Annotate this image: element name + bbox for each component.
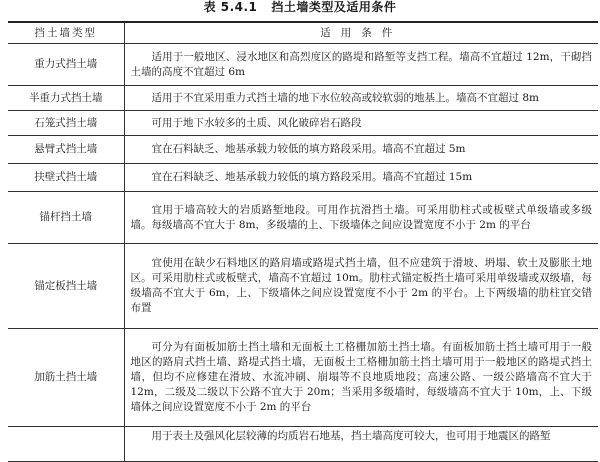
row-wall-type: 重力式挡土墙 bbox=[8, 44, 124, 86]
row-wall-type: 锚杆挡土墙 bbox=[8, 192, 124, 244]
table-row bbox=[8, 192, 598, 244]
table-row bbox=[8, 44, 598, 86]
row-wall-type bbox=[8, 427, 124, 462]
row-condition: 可用于地下水较多的土质、风化破碎岩石路段 bbox=[124, 111, 598, 136]
row-condition: 宜在石料缺乏、地基承载力较低的填方路段采用。墙高不宜超过 15m bbox=[124, 164, 598, 192]
row-wall-type: 锚定板挡土墙 bbox=[8, 244, 124, 329]
retaining-wall-table-wrapper bbox=[8, 21, 598, 462]
row-wall-type: 扶壁式挡土墙 bbox=[8, 164, 124, 192]
table-row bbox=[8, 244, 598, 329]
table-row bbox=[8, 427, 598, 462]
table-title: 挡土墙类型及适用条件 bbox=[271, 0, 397, 14]
table-number: 表 5.4.1 bbox=[203, 0, 258, 14]
table-header-row bbox=[8, 22, 598, 44]
row-wall-type: 半重力式挡土墙 bbox=[8, 86, 124, 111]
row-wall-type: 加筋土挡土墙 bbox=[8, 329, 124, 427]
retaining-wall-table bbox=[8, 21, 598, 462]
table-row bbox=[8, 111, 598, 136]
row-condition: 宜使用在缺少石料地区的路肩墙或路堤式挡土墙，但不应建筑于滑坡、坍塌、软土及膨胀土地区。可采用肋柱式或板壁式，墙高不宜超过 10m。肋柱式锚定板挡土墙可采用单级墙或双级墙，每级墙高不宜大于 6m，上、下级墙体之间应设置宽度不小于 2m 的平台。上下两级墙的肋柱宜交错布置 bbox=[124, 244, 598, 329]
table-row bbox=[8, 329, 598, 427]
row-condition: 宜用于墙高较大的岩质路堑地段。可用作抗滑挡土墙。可采用肋柱式或板壁式单级墙或多级墙。每级墙高不宜大于 8m，多级墙的上、下级墙体之间应设置宽度不小于 2m 的平台 bbox=[124, 192, 598, 244]
row-condition: 用于表土及强风化层较薄的均质岩石地基，挡土墙高度可较大，也可用于地震区的路堑 bbox=[124, 427, 598, 462]
table-caption bbox=[0, 0, 600, 16]
table-row bbox=[8, 164, 598, 192]
header-wall-type: 挡土墙类型 bbox=[8, 22, 124, 44]
row-wall-type: 悬臂式挡土墙 bbox=[8, 136, 124, 164]
table-row bbox=[8, 136, 598, 164]
table-row bbox=[8, 86, 598, 111]
row-wall-type: 石笼式挡土墙 bbox=[8, 111, 124, 136]
row-condition: 适用于不宜采用重力式挡土墙的地下水位较高或较软弱的地基上。墙高不宜超过 8m bbox=[124, 86, 598, 111]
row-condition: 宜在石料缺乏、地基承载力较低的填方路段采用。墙高不宜超过 5m bbox=[124, 136, 598, 164]
row-condition: 可分为有面板加筋土挡土墙和无面板土工格栅加筋土挡土墙。有面板加筋土挡土墙可用于一般地区的路肩式挡土墙、路堤式挡土墙，无面板土工格栅加筋土挡土墙可用于一般地区的路堤式挡土墙，但均不应修建在滑坡、水流冲刷、崩塌等不良地质地段；高速公路、一级公路墙高不宜大于 12m，二级及二级以下公路不宜大于 20m；当采用多级墙时，每级墙高不宜大于 10m，上、下级墙体之间应设置宽度不小于 2m 的平台 bbox=[124, 329, 598, 427]
row-condition: 适用于一般地区、浸水地区和高烈度区的路堤和路堑等支挡工程。墙高不宜超过 12m，干砌挡土墙的高度不宜超过 6m bbox=[124, 44, 598, 86]
header-conditions: 适用条件 bbox=[124, 22, 598, 44]
